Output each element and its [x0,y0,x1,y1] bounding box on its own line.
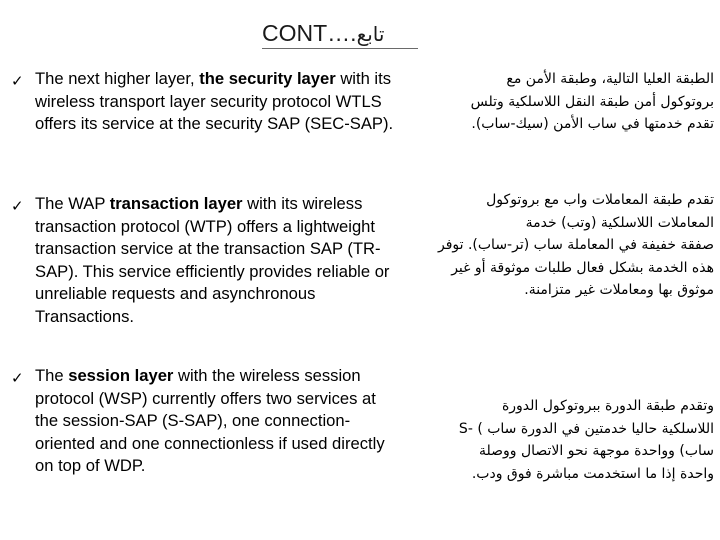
arabic-line: ساب) وواحدة موجهة نحو الاتصال ووصلة [478,443,714,460]
checkmark-icon: ✓ [11,197,24,215]
title-arabic: تابع [356,22,385,46]
checkmark-icon: ✓ [11,72,24,90]
title-prefix: CONT…. [262,20,357,46]
text-run: The WAP [35,194,110,213]
bullet-text-english [35,68,395,136]
bullet-text-arabic [398,395,714,485]
arabic-line: تقدم خدمتها في ساب الأمن (سيك-ساب). [471,116,714,133]
title-underline [262,48,418,49]
text-run: with the wireless session protocol (WSP) currently offers two services at the session-SAP (S-SAP), one connection-oriented and one connectionless if used directly on top of WDP. [35,366,385,476]
arabic-line: الطبقة العليا التالية، وطبقة الأمن مع [506,71,714,87]
arabic-line: صفقة خفيفة في المعاملة ساب (تر-ساب). توفر [437,237,714,254]
text-run: with its wireless transaction protocol (WTP) offers a lightweight transaction service at the transaction SAP (TR-SAP). This service efficiently provides reliable or unreliable requests and asynchronous Transactions. [35,194,390,326]
checkmark-icon: ✓ [11,369,24,387]
bold-term: session layer [68,366,174,385]
arabic-line: المعاملات اللاسلكية (وتب) خدمة [525,214,714,231]
arabic-line: وتقدم طبقة الدورة ببروتوكول الدورة [501,398,714,414]
arabic-line: اللاسلكية حاليا خدمتين في الدورة ساب ) -S [458,420,714,437]
text-run: The next higher layer, [35,69,200,88]
bullet-text-english [35,193,395,329]
text-run: The [35,366,69,385]
bullet-text-arabic [398,189,714,302]
bold-term: transaction layer [109,194,243,213]
arabic-line: تقدم طبقة المعاملات واب مع بروتوكول [486,192,714,208]
bold-term: the security layer [199,69,336,88]
arabic-line: واحدة إذا ما استخدمت مباشرة فوق ودب. [471,465,714,482]
bullet-text-arabic [398,68,714,136]
slide-title [262,20,384,47]
bullet-text-english [35,365,395,478]
text-run: with its wireless transport layer security protocol WTLS offers its service at the security SAP (SEC-SAP). [35,69,394,134]
arabic-line: موثوق بها ومعاملات غير متزامنة. [524,282,714,299]
arabic-line: بروتوكول أمن طبقة النقل اللاسلكية وتلس [470,93,714,110]
arabic-line: هذه الخدمة بشكل فعال طلبات موثوقة أو غير [451,259,714,276]
